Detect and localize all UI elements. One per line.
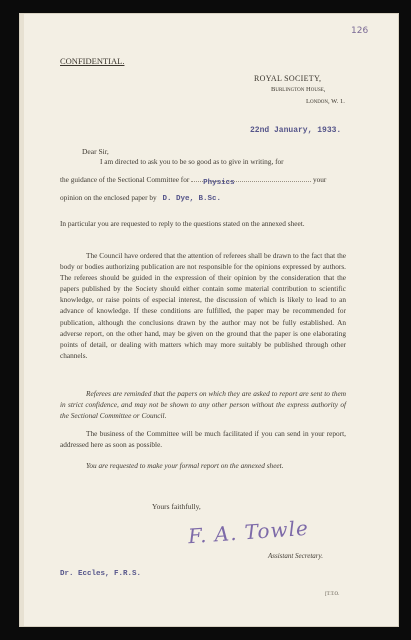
para-council: The Council have ordered that the attention of referees shall be drawn to the fact that the body or bodies authorizing publication are not responsible for the opinions expressed by authors. The referees should be guided in the expression of their opinion by the consideration that the papers published by the Society should either contain some material contribution to scientific knowledge, or raise points of especial interest, the discussion of which is likely to lead to an advance of knowledge. If these conditions are fulfilled, the paper may be recommended for publication, although the conclusions drawn by the author may not be fully established. An adverse report, on the other hand, may be given on the ground that the paper is one elaborating points of detail, or dealing with matters which may more suitably be published through other channels. bbox=[60, 251, 346, 360]
request-line-3-prefix: opinion on the enclosed paper by bbox=[60, 193, 157, 202]
page-edge bbox=[20, 14, 24, 626]
request-line-2-prefix: the guidance of the Sectional Committee for bbox=[60, 175, 190, 184]
address-line-2: London, W. 1. bbox=[306, 98, 345, 105]
org-name: ROYAL SOCIETY, bbox=[254, 74, 322, 83]
para-referees: Referees are reminded that the papers on which they are asked to report are sent to them in strict confidence, and may not be shown to any other person without the express authority of the Sectional Committee or Council. bbox=[60, 389, 346, 421]
request-line-2-suffix: your bbox=[312, 175, 327, 184]
letter-date: 22nd January, 1933. bbox=[250, 126, 342, 135]
addressee: Dr. Eccles, F.R.S. bbox=[60, 570, 142, 578]
confidential-heading: CONFIDENTIAL. bbox=[60, 56, 125, 66]
address-line-1: Burlington House, bbox=[271, 86, 326, 93]
signature: F. A. Towle bbox=[187, 515, 310, 549]
committee-name: Physics bbox=[203, 179, 235, 187]
signature-title: Assistant Secretary. bbox=[268, 552, 323, 560]
para-questions: In particular you are requested to reply to the questions stated on the annexed sheet. bbox=[60, 219, 305, 228]
para-formal-report: You are requested to make your formal report on the annexed sheet. bbox=[86, 461, 284, 470]
print-reference: [T.T.O. bbox=[325, 592, 340, 597]
committee-blank bbox=[191, 179, 311, 187]
request-line-2 bbox=[60, 174, 346, 185]
closing: Yours faithfully, bbox=[152, 502, 201, 511]
request-line-3 bbox=[60, 192, 346, 205]
request-line-1: I am directed to ask you to be so good as to give in writing, for bbox=[100, 157, 284, 166]
author-name: D. Dye, B.Sc. bbox=[162, 195, 222, 203]
para-business: The business of the Committee will be much facilitated if you can send in your report, addressed here as soon as possible. bbox=[60, 429, 346, 450]
salutation: Dear Sir, bbox=[82, 147, 109, 156]
archive-number: 126 bbox=[351, 26, 369, 36]
